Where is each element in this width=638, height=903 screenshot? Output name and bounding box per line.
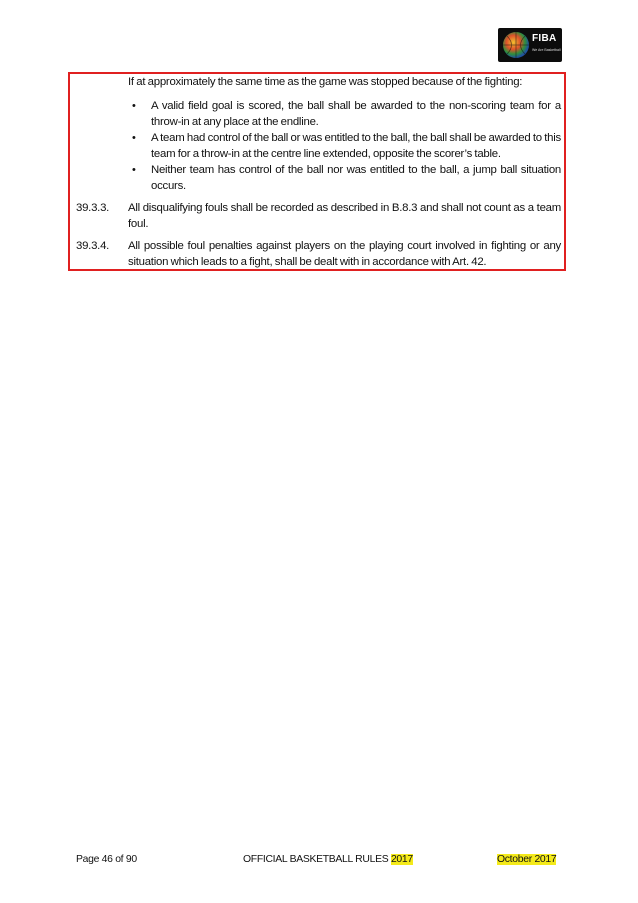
article-text: All possible foul penalties against players on the playing court involved in fighting or any situation which leads to a fight, shall be dealt with in accordance with Art. 42. [128, 240, 561, 268]
document-date-text: October 2017 [497, 854, 557, 865]
article-text: All disqualifying fouls shall be recorded as described in B.8.3 and shall not count as a team foul. [128, 202, 561, 230]
bullet-icon: • [132, 164, 136, 176]
page-number: Page 46 of 90 [76, 854, 137, 865]
bullet-item: A team had control of the ball or was entitled to the ball, the ball shall be awarded to this team for a throw-in at the centre line extended, opposite the scorer’s table. [151, 132, 561, 160]
document-title-text: OFFICIAL BASKETBALL RULES [243, 854, 389, 865]
document-title [243, 853, 413, 867]
bullet-icon: • [132, 100, 136, 112]
fiba-logo [498, 28, 562, 62]
logo-wordmark: FIBA [532, 33, 557, 44]
intro-paragraph: If at approximately the same time as the game was stopped because of the fighting: [128, 76, 523, 88]
logo-tagline: We Are Basketball [532, 48, 561, 52]
basketball-globe-icon [502, 31, 530, 59]
bullet-icon: • [132, 132, 136, 144]
article-number: 39.3.4. [76, 240, 110, 252]
bullet-item: A valid field goal is scored, the ball shall be awarded to the non-scoring team for a throw-in at any place at the endline. [151, 100, 561, 128]
document-date [497, 853, 556, 867]
document-title-year: 2017 [390, 854, 413, 865]
bullet-item: Neither team has control of the ball nor was entitled to the ball, a jump ball situation occurs. [151, 164, 561, 192]
article-number: 39.3.3. [76, 202, 110, 214]
